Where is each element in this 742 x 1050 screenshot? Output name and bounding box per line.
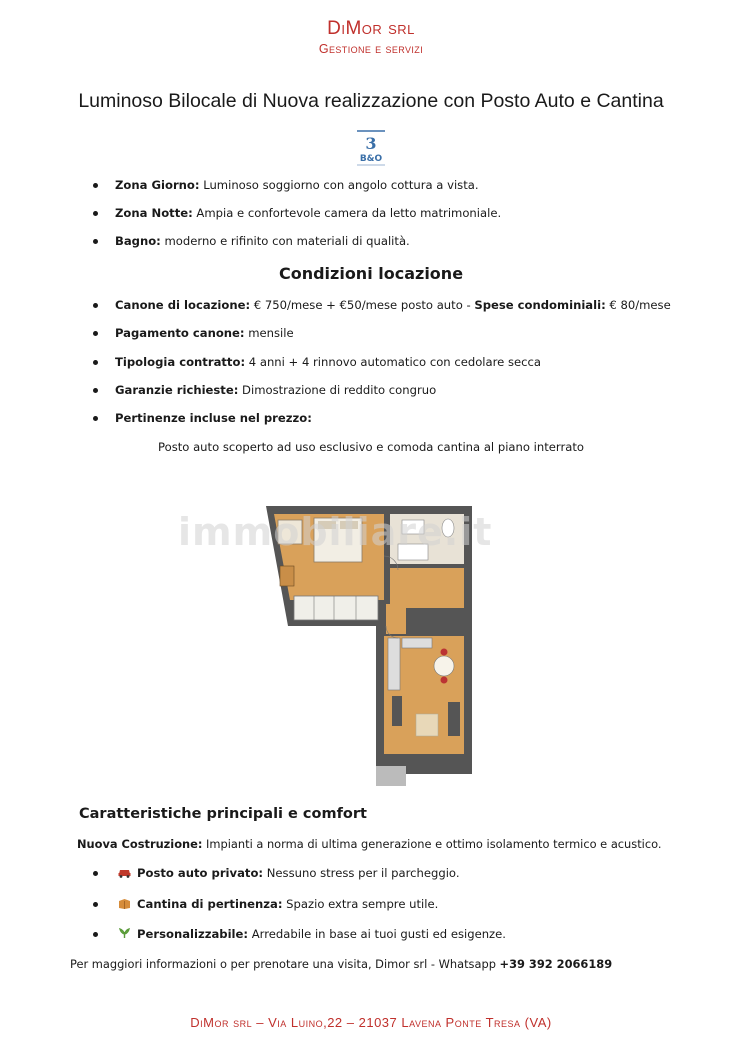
condition-garanzie xyxy=(115,383,436,397)
condition-pagamento xyxy=(115,326,294,340)
feature-bagno xyxy=(115,234,410,248)
svg-text:3: 3 xyxy=(365,134,377,153)
bullet-dot xyxy=(93,331,98,336)
condition-text: mensile xyxy=(244,326,294,340)
contact-text: Per maggiori informazioni o per prenotare una visita, Dimor srl - Whatsapp xyxy=(70,957,500,971)
condition-text: 4 anni + 4 rinnovo automatico con cedolare secca xyxy=(245,355,541,369)
condition-canone xyxy=(115,298,671,312)
comfort-text: Spazio extra sempre utile. xyxy=(282,897,439,911)
comfort-text: Nessuno stress per il parcheggio. xyxy=(263,866,460,880)
svg-text:B&O: B&O xyxy=(359,154,383,164)
conditions-heading: Condizioni locazione xyxy=(278,264,464,283)
agency-logo-icon xyxy=(353,127,389,167)
feature-text: moderno e rifinito con materiali di qualità. xyxy=(160,234,410,248)
condition-label: Canone di locazione: xyxy=(115,298,251,312)
bullet-dot xyxy=(93,388,98,393)
bullet-dot xyxy=(93,902,98,907)
feature-label: Zona Giorno: xyxy=(115,178,200,192)
condition-text: Dimostrazione di reddito congruo xyxy=(238,383,437,397)
comfort-personalizzabile xyxy=(118,927,506,941)
comfort-heading: Caratteristiche principali e comfort xyxy=(79,806,367,822)
bullet-dot xyxy=(93,932,98,937)
condition-label: Spese condominiali: xyxy=(474,298,606,312)
bullet-dot xyxy=(93,416,98,421)
condition-label: Garanzie richieste: xyxy=(115,383,239,397)
comfort-label: Personalizzabile: xyxy=(137,927,249,941)
comfort-text: Arredabile in base ai tuoi gusti ed esigenze. xyxy=(248,927,506,941)
plant-icon xyxy=(118,928,131,939)
condition-contratto xyxy=(115,355,541,369)
box-icon xyxy=(118,898,131,909)
bullet-dot xyxy=(93,183,98,188)
condition-pertinenze xyxy=(115,411,312,425)
comfort-label: Posto auto privato: xyxy=(137,866,264,880)
footer-address: DiMor srl – Via Luino,22 – 21037 Lavena Ponte Tresa (VA) xyxy=(190,1015,552,1030)
listing-title: Luminoso Bilocale di Nuova realizzazione con Posto Auto e Cantina xyxy=(78,90,664,112)
car-icon xyxy=(118,867,131,878)
bullet-dot xyxy=(93,871,98,876)
bullet-dot xyxy=(93,360,98,365)
pertinenze-detail: Posto auto scoperto ad uso esclusivo e comoda cantina al piano interrato xyxy=(158,440,584,454)
feature-label: Bagno: xyxy=(115,234,161,248)
company-tagline: Gestione e servizi xyxy=(318,42,424,56)
comfort-cantina xyxy=(118,897,438,911)
bullet-dot xyxy=(93,211,98,216)
condition-label: Pertinenze incluse nel prezzo: xyxy=(115,411,312,425)
comfort-intro xyxy=(77,837,662,851)
comfort-label: Cantina di pertinenza: xyxy=(137,897,283,911)
comfort-intro-text: Impianti a norma di ultima generazione e ottimo isolamento termico e acustico. xyxy=(202,837,662,851)
condition-text: € 750/mese + €50/mese posto auto - xyxy=(250,298,475,312)
contact-info xyxy=(70,957,612,971)
condition-text: € 80/mese xyxy=(605,298,671,312)
feature-text: Ampia e confortevole camera da letto matrimoniale. xyxy=(192,206,502,220)
comfort-intro-label: Nuova Costruzione: xyxy=(77,837,203,851)
bullet-dot xyxy=(93,303,98,308)
comfort-posto-auto xyxy=(118,866,460,880)
contact-phone[interactable]: +39 392 2066189 xyxy=(499,957,613,971)
feature-zona-giorno xyxy=(115,178,479,192)
feature-text: Luminoso soggiorno con angolo cottura a vista. xyxy=(199,178,479,192)
feature-label: Zona Notte: xyxy=(115,206,193,220)
floor-plan-watermark: immobiliare.it xyxy=(178,510,493,554)
bullet-dot xyxy=(93,239,98,244)
feature-zona-notte xyxy=(115,206,501,220)
condition-label: Tipologia contratto: xyxy=(115,355,246,369)
condition-label: Pagamento canone: xyxy=(115,326,245,340)
company-name: DiMor srl xyxy=(327,18,415,39)
